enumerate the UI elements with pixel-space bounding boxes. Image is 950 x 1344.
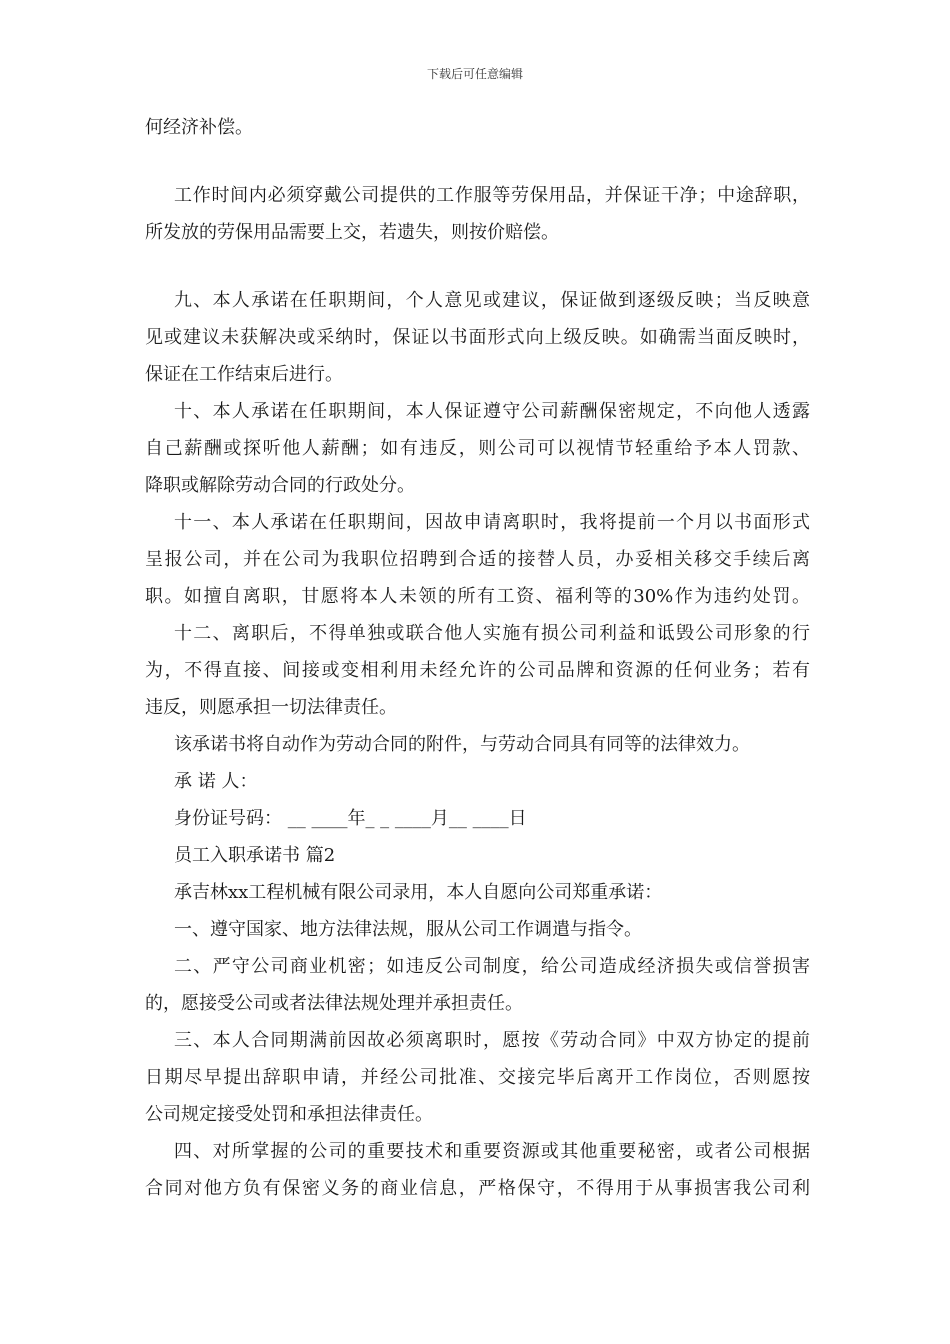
text-line: 为，不得直接、间接或变相利用未经允许的公司品牌和资源的任何业务；若有 xyxy=(145,660,810,681)
text-line: 承吉林xx工程机械有限公司录用，本人自愿向公司郑重承诺： xyxy=(174,882,663,903)
text-line: 合同对他方负有保密义务的商业信息，严格保守，不得用于从事损害我公司利 xyxy=(145,1178,810,1199)
text-line: 工作时间内必须穿戴公司提供的工作服等劳保用品，并保证干净；中途辞职， xyxy=(174,185,810,206)
text-line: 所发放的劳保用品需要上交，若遗失，则按价赔偿。 xyxy=(145,222,559,243)
text-line: 保证在工作结束后进行。 xyxy=(145,364,343,385)
text-line: 十一、本人承诺在任职期间，因故申请离职时，我将提前一个月以书面形式 xyxy=(174,512,810,533)
text-line: 二、严守公司商业机密；如违反公司制度，给公司造成经济损失或信誉损害 xyxy=(174,956,810,977)
text-line: 一、遵守国家、地方法律法规，服从公司工作调遣与指令。 xyxy=(174,919,642,940)
text-line: 自己薪酬或探听他人薪酬；如有违反，则公司可以视情节轻重给予本人罚款、 xyxy=(145,438,810,459)
text-line: 员工入职承诺书 篇2 xyxy=(174,845,336,866)
text-line: 见或建议未获解决或采纳时，保证以书面形式向上级反映。如确需当面反映时， xyxy=(145,327,810,348)
text-line: 职。如擅自离职，甘愿将本人未领的所有工资、福利等的30%作为违约处罚。 xyxy=(145,586,810,607)
text-line: 日期尽早提出辞职申请，并经公司批准、交接完毕后离开工作岗位，否则愿按 xyxy=(145,1067,810,1088)
text-line: 十二、离职后，不得单独或联合他人实施有损公司利益和诋毁公司形象的行 xyxy=(174,623,810,644)
text-line: 三、本人合同期满前因故必须离职时，愿按《劳动合同》中双方协定的提前 xyxy=(174,1030,810,1051)
text-line: 九、本人承诺在任职期间，个人意见或建议，保证做到逐级反映；当反映意 xyxy=(174,290,810,311)
page-header: 下载后可任意编辑 xyxy=(426,67,523,81)
text-line: 违反，则愿承担一切法律责任。 xyxy=(145,697,397,718)
text-line: 降职或解除劳动合同的行政处分。 xyxy=(145,475,415,496)
text-line: 身份证号码： __ ____年_ _ ____月__ ____日 xyxy=(174,808,527,829)
text-line: 承 诺 人： xyxy=(174,771,258,792)
text-line: 的，愿接受公司或者法律法规处理并承担责任。 xyxy=(145,993,523,1014)
text-line: 十、本人承诺在任职期间，本人保证遵守公司薪酬保密规定，不向他人透露 xyxy=(174,401,810,422)
text-line: 呈报公司，并在公司为我职位招聘到合适的接替人员，办妥相关移交手续后离 xyxy=(145,549,810,570)
text-line: 该承诺书将自动作为劳动合同的附件，与劳动合同具有同等的法律效力。 xyxy=(174,734,750,755)
text-line: 公司规定接受处罚和承担法律责任。 xyxy=(145,1104,433,1125)
text-line: 何经济补偿。 xyxy=(145,117,253,138)
text-line: 四、对所掌握的公司的重要技术和重要资源或其他重要秘密，或者公司根据 xyxy=(174,1141,810,1162)
